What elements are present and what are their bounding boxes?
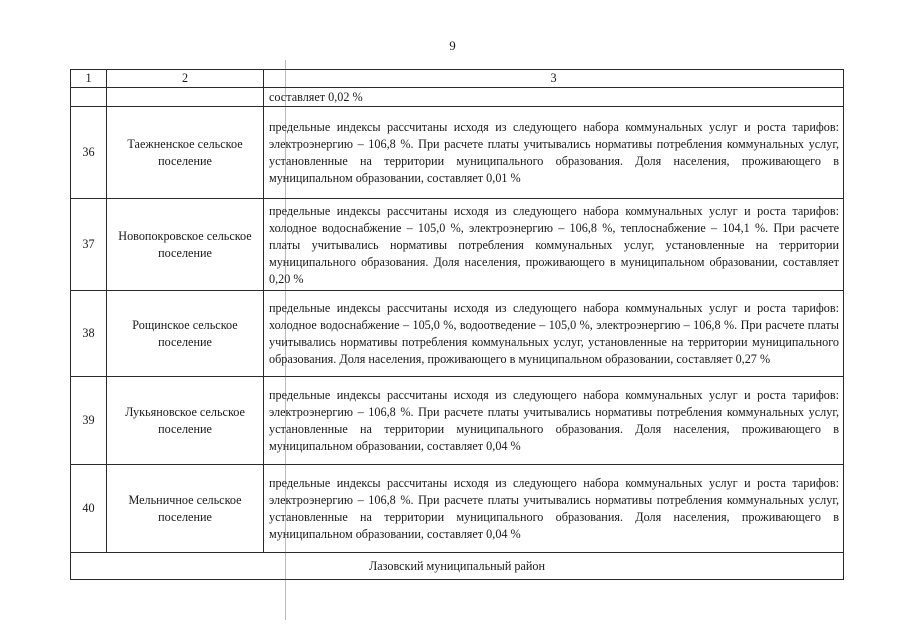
table-header-row (71, 70, 844, 88)
empty-cell (107, 88, 264, 107)
row-number: 40 (71, 465, 107, 553)
tariff-description: предельные индексы рассчитаны исходя из следующего набора коммунальных услуг и роста тарифов: электроэнергию – 106,8 %. При расчете платы учитывались нормативы потребления коммунальных услуг, установленные на территории муниципального образования. Доля населения, проживающего в муниципальном образовании, составляет 0,04 % (264, 465, 844, 553)
settlement-name: Мельничное сельское поселение (107, 465, 264, 553)
page-number: 9 (449, 38, 456, 53)
table-row (71, 199, 844, 291)
tariff-description: предельные индексы рассчитаны исходя из следующего набора коммунальных услуг и роста тарифов: холодное водоснабжение – 105,0 %, электроэнергию – 106,8 %, теплоснабжение – 104,1 %. При расчете платы учитывались нормативы потребления коммунальных услуг, установленные на территории муниципального образования. Доля населения, проживающего в муниципальном образовании, составляет 0,20 % (264, 199, 844, 291)
table-row (71, 291, 844, 377)
column-header: 3 (264, 70, 844, 88)
tariff-description: предельные индексы рассчитаны исходя из следующего набора коммунальных услуг и роста тарифов: холодное водоснабжение – 105,0 %, водоотведение – 105,0 %, электроэнергию – 106,8 %. При расчете платы учитывались нормативы потребления коммунальных услуг, установленные на территории муниципального образования. Доля населения, проживающего в муниципальном образовании, составляет 0,27 % (264, 291, 844, 377)
district-heading: Лазовский муниципальный район (71, 553, 844, 580)
scan-fold-line (285, 60, 286, 620)
column-header: 2 (107, 70, 264, 88)
settlement-name: Лукьяновское сельское поселение (107, 377, 264, 465)
table-row (71, 377, 844, 465)
continuation-row (71, 88, 844, 107)
district-heading-row (71, 553, 844, 580)
tariff-description: предельные индексы рассчитаны исходя из следующего набора коммунальных услуг и роста тарифов: электроэнергию – 106,8 %. При расчете платы учитывались нормативы потребления коммунальных услуг, установленные на территории муниципального образования. Доля населения, проживающего в муниципальном образовании, составляет 0,04 % (264, 377, 844, 465)
row-number: 36 (71, 107, 107, 199)
row-number: 39 (71, 377, 107, 465)
settlement-name: Новопокровское сельское поселение (107, 199, 264, 291)
empty-cell (71, 88, 107, 107)
row-number: 37 (71, 199, 107, 291)
tariff-description: предельные индексы рассчитаны исходя из следующего набора коммунальных услуг и роста тарифов: электроэнергию – 106,8 %. При расчете платы учитывались нормативы потребления коммунальных услуг, установленные на территории муниципального образования. Доля населения, проживающего в муниципальном образовании, составляет 0,01 % (264, 107, 844, 199)
table-row (71, 465, 844, 553)
table-row (71, 107, 844, 199)
continuation-text: составляет 0,02 % (264, 88, 844, 107)
row-number: 38 (71, 291, 107, 377)
column-header: 1 (71, 70, 107, 88)
settlement-name: Рощинское сельское поселение (107, 291, 264, 377)
settlement-name: Таежненское сельское поселение (107, 107, 264, 199)
tariff-table (70, 69, 844, 580)
